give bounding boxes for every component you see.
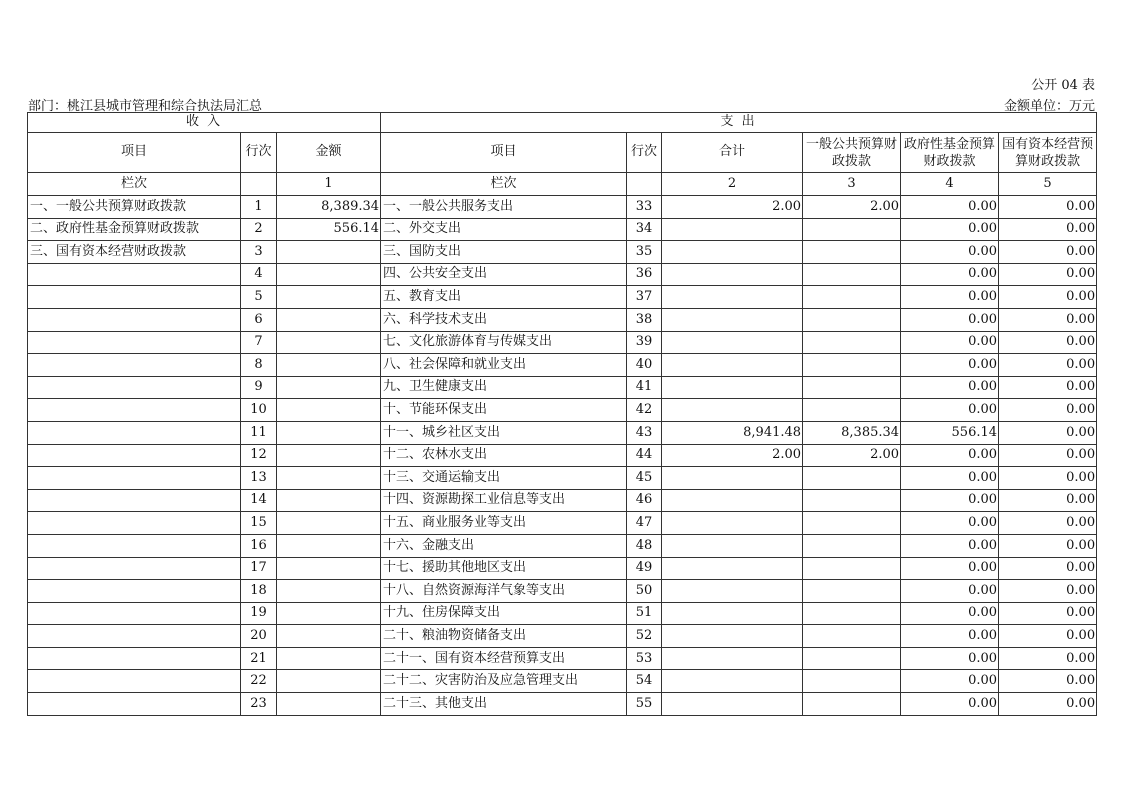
income-amount-cell — [277, 444, 381, 467]
government-fund-cell: 0.00 — [901, 196, 999, 219]
income-line-cell: 21 — [241, 647, 277, 670]
state-capital-cell: 0.00 — [999, 444, 1097, 467]
general-budget-cell — [803, 534, 901, 557]
total-cell — [662, 263, 803, 286]
income-item-header: 项目 — [28, 133, 241, 173]
table-row — [28, 489, 1097, 512]
expense-item-cell: 二十一、国有资本经营预算支出 — [381, 647, 627, 670]
income-line-cell: 22 — [241, 670, 277, 693]
expense-line-cell: 35 — [627, 241, 662, 264]
total-cell — [662, 399, 803, 422]
expense-line-cell: 39 — [627, 331, 662, 354]
income-line-cell: 3 — [241, 241, 277, 264]
total-cell — [662, 331, 803, 354]
government-fund-cell: 0.00 — [901, 489, 999, 512]
general-budget-cell — [803, 602, 901, 625]
income-amount-cell — [277, 467, 381, 490]
table-row — [28, 241, 1097, 264]
table-row — [28, 580, 1097, 603]
government-fund-cell: 0.00 — [901, 467, 999, 490]
state-capital-cell: 0.00 — [999, 241, 1097, 264]
amount-unit-label: 金额单位：万元 — [1003, 99, 1095, 114]
income-section-header: 收 入 — [28, 113, 381, 133]
index-state: 5 — [999, 173, 1097, 196]
income-item-cell — [28, 467, 241, 490]
income-line-cell: 20 — [241, 625, 277, 648]
general-budget-cell — [803, 557, 901, 580]
expense-item-cell: 七、文化旅游体育与传媒支出 — [381, 331, 627, 354]
income-amount-cell — [277, 625, 381, 648]
table-row — [28, 354, 1097, 377]
table-row — [28, 196, 1097, 219]
fiscal-appropriation-table — [27, 112, 1097, 716]
income-amount-cell: 8,389.34 — [277, 196, 381, 219]
index-income-amount: 1 — [277, 173, 381, 196]
income-line-cell: 1 — [241, 196, 277, 219]
government-fund-cell: 0.00 — [901, 286, 999, 309]
income-amount-cell — [277, 399, 381, 422]
expense-item-cell: 十八、自然资源海洋气象等支出 — [381, 580, 627, 603]
income-line-cell: 4 — [241, 263, 277, 286]
state-capital-cell: 0.00 — [999, 286, 1097, 309]
general-budget-cell — [803, 218, 901, 241]
expense-item-cell: 十二、农林水支出 — [381, 444, 627, 467]
total-cell — [662, 241, 803, 264]
total-cell — [662, 467, 803, 490]
expense-line-cell: 38 — [627, 308, 662, 331]
expense-line-cell: 40 — [627, 354, 662, 377]
income-amount-cell — [277, 557, 381, 580]
general-budget-header: 一般公共预算财政拨款 — [803, 133, 901, 173]
expense-item-cell: 四、公共安全支出 — [381, 263, 627, 286]
table-row — [28, 331, 1097, 354]
total-header: 合计 — [662, 133, 803, 173]
income-amount-cell — [277, 693, 381, 716]
income-amount-cell — [277, 241, 381, 264]
total-cell — [662, 670, 803, 693]
general-budget-cell — [803, 625, 901, 648]
income-line-cell: 2 — [241, 218, 277, 241]
income-line-cell: 14 — [241, 489, 277, 512]
state-capital-cell: 0.00 — [999, 263, 1097, 286]
total-cell — [662, 534, 803, 557]
state-capital-cell: 0.00 — [999, 534, 1097, 557]
income-item-cell — [28, 444, 241, 467]
state-capital-cell: 0.00 — [999, 670, 1097, 693]
state-capital-cell: 0.00 — [999, 512, 1097, 535]
expense-item-cell: 五、教育支出 — [381, 286, 627, 309]
income-item-cell — [28, 354, 241, 377]
department-label: 部门：桃江县城市管理和综合执法局汇总 — [28, 99, 263, 114]
total-cell: 2.00 — [662, 444, 803, 467]
expense-line-cell: 46 — [627, 489, 662, 512]
government-fund-cell: 0.00 — [901, 331, 999, 354]
state-capital-cell: 0.00 — [999, 354, 1097, 377]
state-capital-cell: 0.00 — [999, 602, 1097, 625]
income-amount-cell — [277, 512, 381, 535]
income-line-cell: 23 — [241, 693, 277, 716]
table-row — [28, 534, 1097, 557]
expense-line-header: 行次 — [627, 133, 662, 173]
expense-item-cell: 一、一般公共服务支出 — [381, 196, 627, 219]
table-row — [28, 670, 1097, 693]
expense-item-cell: 十九、住房保障支出 — [381, 602, 627, 625]
income-amount-cell — [277, 602, 381, 625]
index-total: 2 — [662, 173, 803, 196]
expense-item-cell: 二、外交支出 — [381, 218, 627, 241]
total-cell — [662, 489, 803, 512]
table-row — [28, 421, 1097, 444]
income-item-cell — [28, 263, 241, 286]
table-row — [28, 467, 1097, 490]
income-line-cell: 16 — [241, 534, 277, 557]
expense-line-cell: 36 — [627, 263, 662, 286]
expense-line-cell: 34 — [627, 218, 662, 241]
general-budget-cell: 2.00 — [803, 196, 901, 219]
government-fund-cell: 0.00 — [901, 602, 999, 625]
general-budget-cell: 8,385.34 — [803, 421, 901, 444]
expense-item-cell: 十四、资源勘探工业信息等支出 — [381, 489, 627, 512]
table-row — [28, 512, 1097, 535]
government-fund-cell: 0.00 — [901, 580, 999, 603]
expense-item-cell: 八、社会保障和就业支出 — [381, 354, 627, 377]
general-budget-cell — [803, 670, 901, 693]
state-capital-cell: 0.00 — [999, 376, 1097, 399]
government-fund-cell: 0.00 — [901, 263, 999, 286]
general-budget-cell — [803, 286, 901, 309]
income-item-cell: 二、政府性基金预算财政拨款 — [28, 218, 241, 241]
income-item-cell: 一、一般公共预算财政拨款 — [28, 196, 241, 219]
table-row — [28, 625, 1097, 648]
total-cell — [662, 308, 803, 331]
income-amount-cell — [277, 647, 381, 670]
general-budget-cell — [803, 354, 901, 377]
income-amount-cell: 556.14 — [277, 218, 381, 241]
income-item-cell — [28, 489, 241, 512]
income-line-cell: 5 — [241, 286, 277, 309]
general-budget-cell — [803, 331, 901, 354]
state-capital-header: 国有资本经营预算财政拨款 — [999, 133, 1097, 173]
total-cell — [662, 354, 803, 377]
government-fund-cell: 0.00 — [901, 670, 999, 693]
index-label-left: 栏次 — [28, 173, 241, 196]
income-amount-cell — [277, 376, 381, 399]
expense-item-cell: 十三、交通运输支出 — [381, 467, 627, 490]
expense-line-cell: 49 — [627, 557, 662, 580]
income-line-cell: 10 — [241, 399, 277, 422]
state-capital-cell: 0.00 — [999, 489, 1097, 512]
total-cell — [662, 625, 803, 648]
income-item-cell — [28, 670, 241, 693]
table-row — [28, 286, 1097, 309]
expense-item-cell: 十七、援助其他地区支出 — [381, 557, 627, 580]
government-fund-cell: 0.00 — [901, 444, 999, 467]
state-capital-cell: 0.00 — [999, 625, 1097, 648]
table-row — [28, 693, 1097, 716]
expense-item-cell: 十一、城乡社区支出 — [381, 421, 627, 444]
income-amount-header: 金额 — [277, 133, 381, 173]
government-fund-cell: 0.00 — [901, 376, 999, 399]
state-capital-cell: 0.00 — [999, 218, 1097, 241]
government-fund-cell: 0.00 — [901, 399, 999, 422]
income-item-cell — [28, 421, 241, 444]
expense-line-cell: 50 — [627, 580, 662, 603]
state-capital-cell: 0.00 — [999, 580, 1097, 603]
income-item-cell — [28, 625, 241, 648]
government-fund-cell: 0.00 — [901, 534, 999, 557]
income-line-cell: 13 — [241, 467, 277, 490]
expense-line-cell: 51 — [627, 602, 662, 625]
expense-item-header: 项目 — [381, 133, 627, 173]
expense-line-cell: 41 — [627, 376, 662, 399]
income-line-cell: 9 — [241, 376, 277, 399]
state-capital-cell: 0.00 — [999, 557, 1097, 580]
general-budget-cell — [803, 376, 901, 399]
general-budget-cell — [803, 580, 901, 603]
income-item-cell — [28, 580, 241, 603]
expense-item-cell: 十六、金融支出 — [381, 534, 627, 557]
expense-line-cell: 44 — [627, 444, 662, 467]
income-item-cell — [28, 308, 241, 331]
expense-line-cell: 43 — [627, 421, 662, 444]
total-cell — [662, 602, 803, 625]
government-fund-cell: 0.00 — [901, 241, 999, 264]
income-amount-cell — [277, 308, 381, 331]
general-budget-cell — [803, 512, 901, 535]
income-amount-cell — [277, 489, 381, 512]
general-budget-cell — [803, 489, 901, 512]
general-budget-cell — [803, 308, 901, 331]
form-number: 公开 04 表 — [1031, 78, 1095, 93]
income-line-cell: 6 — [241, 308, 277, 331]
government-fund-cell: 0.00 — [901, 308, 999, 331]
total-cell — [662, 512, 803, 535]
general-budget-cell — [803, 647, 901, 670]
government-fund-cell: 0.00 — [901, 354, 999, 377]
general-budget-cell — [803, 399, 901, 422]
index-label-right: 栏次 — [381, 173, 627, 196]
expense-line-cell: 37 — [627, 286, 662, 309]
table-row — [28, 647, 1097, 670]
general-budget-cell — [803, 467, 901, 490]
general-budget-cell — [803, 693, 901, 716]
table-row — [28, 376, 1097, 399]
total-cell: 8,941.48 — [662, 421, 803, 444]
state-capital-cell: 0.00 — [999, 467, 1097, 490]
total-cell — [662, 647, 803, 670]
income-item-cell — [28, 286, 241, 309]
state-capital-cell: 0.00 — [999, 399, 1097, 422]
expense-item-cell: 二十二、灾害防治及应急管理支出 — [381, 670, 627, 693]
total-cell — [662, 693, 803, 716]
government-fund-cell: 0.00 — [901, 647, 999, 670]
expense-item-cell: 九、卫生健康支出 — [381, 376, 627, 399]
total-cell: 2.00 — [662, 196, 803, 219]
income-item-cell — [28, 376, 241, 399]
general-budget-cell: 2.00 — [803, 444, 901, 467]
income-amount-cell — [277, 534, 381, 557]
expense-line-cell: 52 — [627, 625, 662, 648]
income-line-cell: 11 — [241, 421, 277, 444]
income-item-cell — [28, 399, 241, 422]
state-capital-cell: 0.00 — [999, 421, 1097, 444]
government-fund-cell: 0.00 — [901, 557, 999, 580]
table-row — [28, 399, 1097, 422]
expense-item-cell: 十五、商业服务业等支出 — [381, 512, 627, 535]
income-item-cell: 三、国有资本经营财政拨款 — [28, 241, 241, 264]
income-line-header: 行次 — [241, 133, 277, 173]
government-fund-cell: 556.14 — [901, 421, 999, 444]
income-amount-cell — [277, 263, 381, 286]
income-amount-cell — [277, 421, 381, 444]
total-cell — [662, 376, 803, 399]
government-fund-cell: 0.00 — [901, 512, 999, 535]
state-capital-cell: 0.00 — [999, 693, 1097, 716]
expense-line-cell: 42 — [627, 399, 662, 422]
general-budget-cell — [803, 263, 901, 286]
expense-line-cell: 55 — [627, 693, 662, 716]
income-item-cell — [28, 602, 241, 625]
government-fund-cell: 0.00 — [901, 693, 999, 716]
expense-item-cell: 三、国防支出 — [381, 241, 627, 264]
income-line-cell: 12 — [241, 444, 277, 467]
expense-line-cell: 45 — [627, 467, 662, 490]
expense-section-header: 支 出 — [381, 113, 1097, 133]
income-amount-cell — [277, 331, 381, 354]
index-fund: 4 — [901, 173, 999, 196]
total-cell — [662, 580, 803, 603]
income-line-cell: 19 — [241, 602, 277, 625]
total-cell — [662, 286, 803, 309]
income-line-cell: 7 — [241, 331, 277, 354]
income-line-cell: 15 — [241, 512, 277, 535]
income-item-cell — [28, 647, 241, 670]
income-line-cell: 8 — [241, 354, 277, 377]
expense-line-cell: 33 — [627, 196, 662, 219]
total-cell — [662, 557, 803, 580]
table-row — [28, 444, 1097, 467]
state-capital-cell: 0.00 — [999, 331, 1097, 354]
state-capital-cell: 0.00 — [999, 196, 1097, 219]
index-blank — [627, 173, 662, 196]
income-item-cell — [28, 512, 241, 535]
expense-item-cell: 二十、粮油物资储备支出 — [381, 625, 627, 648]
index-blank — [241, 173, 277, 196]
table-row — [28, 263, 1097, 286]
expense-line-cell: 47 — [627, 512, 662, 535]
expense-line-cell: 48 — [627, 534, 662, 557]
index-general: 3 — [803, 173, 901, 196]
expense-item-cell: 六、科学技术支出 — [381, 308, 627, 331]
income-item-cell — [28, 693, 241, 716]
table-row — [28, 602, 1097, 625]
table-row — [28, 308, 1097, 331]
income-amount-cell — [277, 354, 381, 377]
government-fund-cell: 0.00 — [901, 625, 999, 648]
income-amount-cell — [277, 670, 381, 693]
total-cell — [662, 218, 803, 241]
expense-item-cell: 二十三、其他支出 — [381, 693, 627, 716]
income-amount-cell — [277, 580, 381, 603]
government-fund-cell: 0.00 — [901, 218, 999, 241]
state-capital-cell: 0.00 — [999, 647, 1097, 670]
income-item-cell — [28, 557, 241, 580]
income-item-cell — [28, 534, 241, 557]
income-line-cell: 17 — [241, 557, 277, 580]
expense-line-cell: 53 — [627, 647, 662, 670]
government-fund-header: 政府性基金预算财政拨款 — [901, 133, 999, 173]
income-line-cell: 18 — [241, 580, 277, 603]
general-budget-cell — [803, 241, 901, 264]
income-amount-cell — [277, 286, 381, 309]
expense-line-cell: 54 — [627, 670, 662, 693]
table-row — [28, 218, 1097, 241]
table-row — [28, 557, 1097, 580]
state-capital-cell: 0.00 — [999, 308, 1097, 331]
income-item-cell — [28, 331, 241, 354]
expense-item-cell: 十、节能环保支出 — [381, 399, 627, 422]
